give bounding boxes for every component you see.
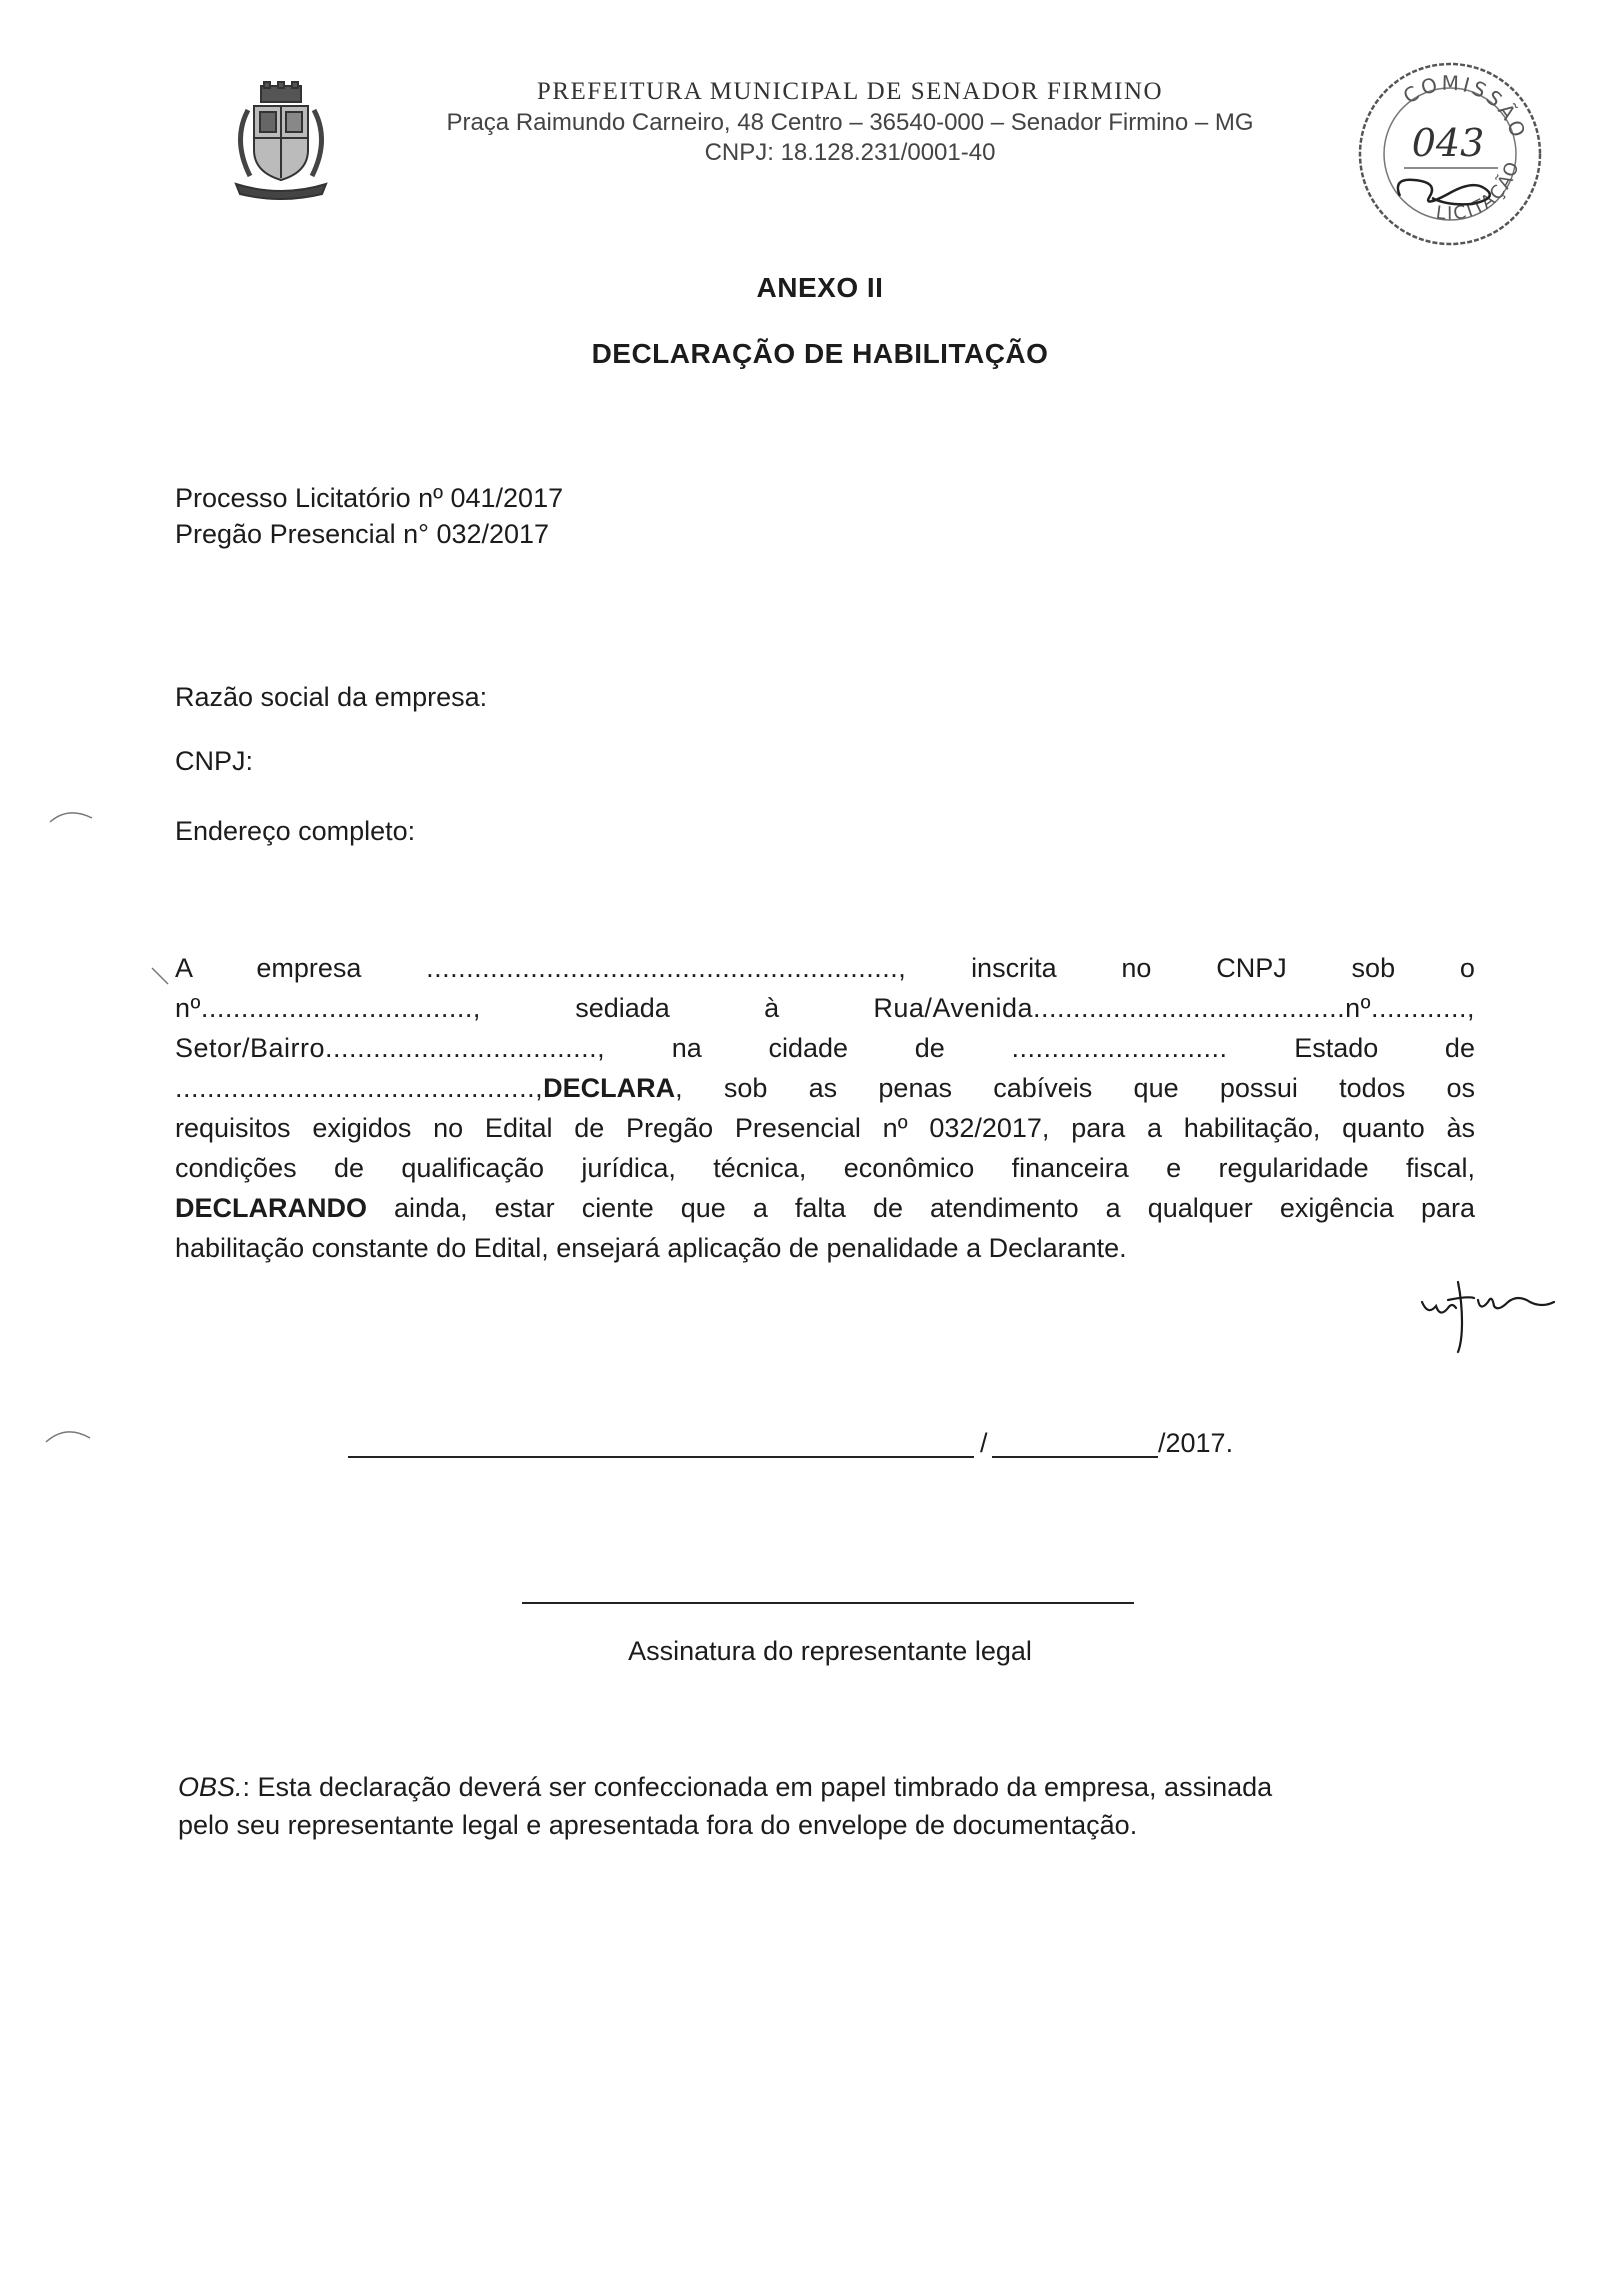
letterhead — [340, 76, 1360, 168]
process-number: Processo Licitatório nº 041/2017 — [175, 483, 564, 513]
stamp-bottom-text: LICITAÇÃO — [1434, 157, 1525, 225]
signature-line — [522, 1602, 1134, 1604]
annex-heading: ANEXO II — [756, 272, 884, 303]
municipal-crest-icon — [226, 80, 336, 200]
date-separator: / — [980, 1428, 988, 1458]
paragraph-line: habilitação constante do Edital, ensejará aplicação de penalidade a Declarante. — [175, 1233, 1127, 1263]
text-fragment: inscrita — [971, 953, 1057, 983]
cnpj-label: CNPJ: — [175, 746, 254, 776]
margin-mark-icon — [44, 1424, 92, 1446]
declaration-paragraph — [175, 948, 1475, 1268]
letterhead-address: Praça Raimundo Carneiro, 48 Centro – 36540-000 – Senador Firmino – MG — [446, 109, 1254, 136]
commission-stamp — [1352, 56, 1548, 252]
document-title: DECLARAÇÃO DE HABILITAÇÃO — [591, 338, 1049, 369]
stamp-number: 043 — [1411, 121, 1485, 165]
paragraph-line: condições de qualificação jurídica, técnica, econômico financeira e regularidade fiscal, — [175, 1153, 1475, 1183]
blank-company: ..........................................................., — [426, 953, 907, 983]
blank-city: ........................... — [1011, 1033, 1228, 1063]
text-fragment: sob — [1351, 953, 1396, 983]
text-fragment: na — [671, 1033, 702, 1063]
paragraph-line — [175, 948, 1475, 988]
paragraph-line — [175, 1068, 1475, 1108]
date-line — [348, 1424, 1308, 1464]
observation-note — [178, 1768, 1458, 1844]
text-fragment: , sob as penas cabíveis que possui todos os — [675, 1073, 1475, 1103]
declarando-keyword: DECLARANDO — [175, 1193, 367, 1223]
obs-line-2: pelo seu representante legal e apresentada fora do envelope de documentação. — [178, 1810, 1138, 1840]
text-fragment: ainda, estar ciente que a falta de atendimento a qualquer exigência para — [367, 1193, 1475, 1223]
stamp-top-text: COMISSÃO — [1398, 70, 1532, 143]
auction-number: Pregão Presencial n° 032/2017 — [175, 519, 550, 549]
text-fragment: à — [764, 993, 780, 1023]
text-fragment: sediada — [575, 993, 670, 1023]
text-fragment: o — [1459, 953, 1475, 983]
obs-label: OBS. — [178, 1772, 243, 1802]
obs-line-1: : Esta declaração deverá ser confeccionada em papel timbrado da empresa, assinada — [242, 1772, 1273, 1802]
blank-state: ............................................., — [175, 1073, 544, 1103]
date-year: /2017. — [1158, 1428, 1234, 1458]
blank-street: Rua/Avenida.......................................nº............, — [873, 993, 1475, 1023]
date-blank-month — [992, 1456, 1158, 1458]
process-block — [175, 480, 563, 552]
letterhead-cnpj: CNPJ: 18.128.231/0001-40 — [704, 139, 996, 166]
text-fragment: de — [914, 1033, 945, 1063]
paragraph-line — [175, 1028, 1475, 1068]
letterhead-title: PREFEITURA MUNICIPAL DE SENADOR FIRMINO — [536, 78, 1164, 105]
text-fragment: cidade — [768, 1033, 849, 1063]
handwritten-initials-icon — [1418, 1272, 1558, 1354]
paragraph-line: requisitos exigidos no Edital de Pregão Presencial nº 032/2017, para a habilitação, quanto às — [175, 1113, 1475, 1143]
margin-tick-icon — [150, 966, 172, 986]
address-label: Endereço completo: — [175, 816, 416, 846]
text-fragment: de — [1444, 1033, 1475, 1063]
text-fragment: empresa — [256, 953, 362, 983]
text-fragment: no — [1121, 953, 1152, 983]
text-fragment: CNPJ — [1216, 953, 1287, 983]
declara-keyword: DECLARA — [543, 1073, 676, 1103]
margin-mark-icon — [48, 806, 94, 826]
blank-district: Setor/Bairro.................................., — [175, 1033, 606, 1063]
text-fragment: A — [175, 953, 192, 983]
company-name-label: Razão social da empresa: — [175, 682, 488, 712]
paragraph-line — [175, 1188, 1475, 1228]
blank-cnpj: nº.................................., — [175, 993, 481, 1023]
text-fragment: Estado — [1294, 1033, 1379, 1063]
date-blank-day-month — [348, 1456, 974, 1458]
paragraph-line — [175, 988, 1475, 1028]
signature-label: Assinatura do representante legal — [628, 1636, 1032, 1666]
